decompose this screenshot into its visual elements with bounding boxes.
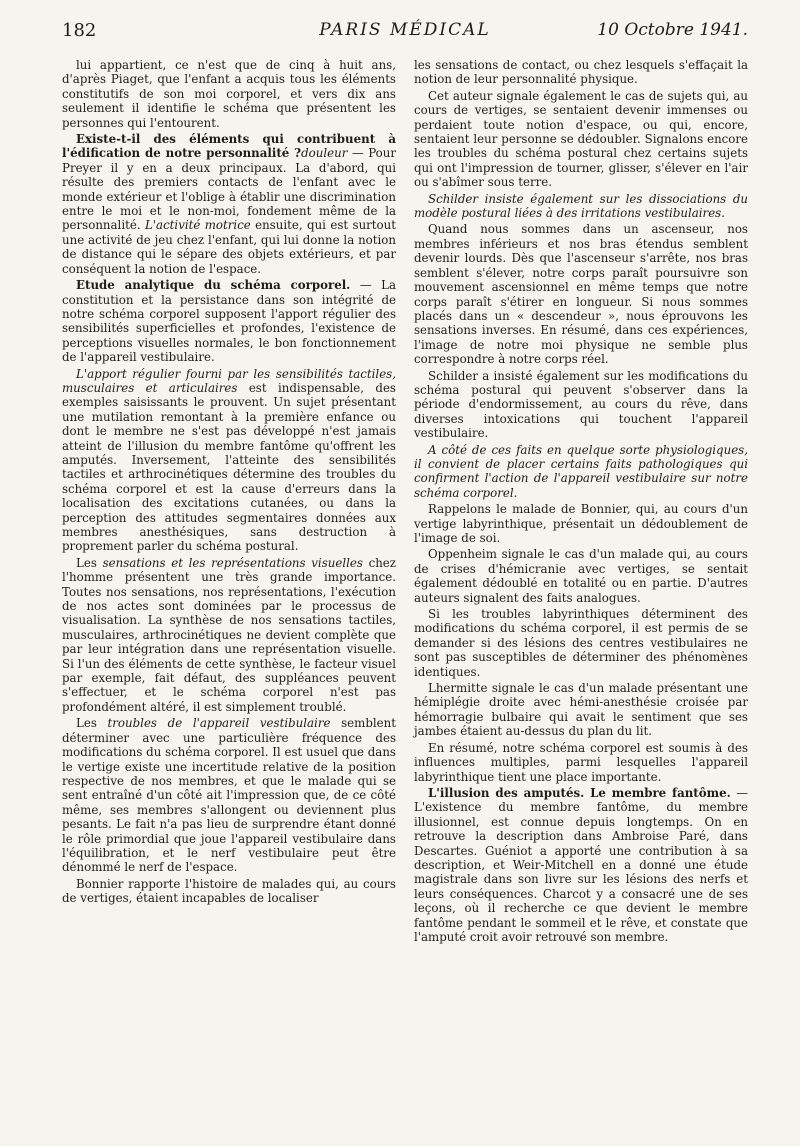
paragraph bbox=[414, 222, 748, 366]
right-column bbox=[414, 58, 748, 1136]
emphasis: troubles de l'appareil vestibulaire bbox=[107, 716, 331, 731]
paragraph-text: Les bbox=[76, 555, 103, 570]
section-heading: Etude analytique du schéma corporel. bbox=[76, 278, 351, 293]
paragraph-text: — Pour Preyer il y en a deux principaux. La bbox=[62, 146, 396, 175]
paragraph-text: est indispensable, des exemples saisissants le prouvent. Un sujet présentant une mutilation remontant à la première enfance ou dont le membre ne s'est pas développé n'est jamais atteint de l'illusion du membre fantôme qu'offrent les amputés. Inversement, l'atteinte des sensibilités tactiles et arthrocinétiques détermine des troubles du schéma corporel et est la cause d'erreurs dans la localisation des excitations cutanées, ou dans la perception des attitudes segmentaires données aux membres anesthésiques, sans destruction à proprement parler du schéma postural. bbox=[62, 380, 396, 554]
journal-title: PARIS MÉDICAL bbox=[319, 20, 491, 40]
paragraph-text: A côté de ces faits en quelque sorte physiologiques, il convient de placer certains faits pathologiques qui confirment l'action de l'appareil vestibulaire sur notre schéma corporel. bbox=[414, 442, 748, 500]
paragraph-text: Cet auteur signale également le cas de sujets qui, au cours de vertiges, se sentaient devenir immenses ou perdaient toute notion d'espace, ou qui, encore, sentaient leur personne se dédoubler. Signalons encore les troubles du schéma postural chez certains sujets qui ont l'impression de tourner, glisser, s'élever en l'air ou s'abîmer sous terre. bbox=[414, 88, 748, 190]
paragraph-text: En résumé, notre schéma corporel est soumis à des influences multiples, parmi lesquelles l'appareil labyrinthique tient une place importante. bbox=[414, 740, 748, 784]
emphasis: douleur bbox=[301, 146, 348, 161]
paragraph-text: Schilder a insisté également sur les modifications du schéma postural qui peuvent s'observer dans la période d'endormissement, au cours du rêve, dans diverses intoxications qui touchent l'appareil vestibulaire. bbox=[414, 368, 748, 441]
paragraph bbox=[414, 607, 748, 679]
paragraph-text: lui appartient, ce n'est que de cinq à huit ans, d'après Piaget, que l'enfant a acquis tous les éléments constitutifs de son moi corporel, et vers dix ans seulement il identifie le schéma que présentent les personnes qui l'entourent. bbox=[62, 58, 396, 130]
page-header bbox=[62, 18, 748, 48]
paragraph bbox=[62, 877, 396, 906]
paragraph-text: — L'existence du membre fantôme, du membre illusionnel, est connue depuis longtemps. On en retrouve la description dans Ambroise Paré, dans Descartes. Guéniot a apporté une contribution à sa description, et Weir-Mitchell en a donné une étude magistrale dans son livre sur les lésions des nerfs et leurs conséquences. Charcot y a consacré une de ses leçons, où il recherche ce que devient le membre fantôme pendant le sommeil et le rêve, et constate que l'amputé croit avoir retrouvé son membre. bbox=[414, 785, 749, 944]
section-heading: L'illusion des amputés. Le membre fantôme. bbox=[428, 785, 731, 800]
paragraph bbox=[62, 556, 396, 714]
issue-date: 10 Octobre 1941. bbox=[597, 20, 748, 40]
left-column bbox=[62, 58, 396, 1136]
paragraph bbox=[414, 741, 748, 784]
paragraph-text: Les bbox=[76, 716, 108, 731]
paragraph bbox=[62, 58, 396, 130]
paragraph-text: ensuite, qui est surtout une activité de jeu chez l'enfant, qui lui donne la notion de distance qui le sépare des objets extérieurs, et par conséquent la notion de l'espace. bbox=[62, 218, 396, 276]
article-body bbox=[62, 58, 748, 1136]
paragraph-text: Bonnier rapporte l'histoire de malades qui, au cours de vertiges, étaient incapables de localiser bbox=[62, 876, 396, 906]
paragraph bbox=[62, 716, 396, 874]
paragraph-text: Si les troubles labyrinthiques déterminent des modifications du schéma corporel, il est permis de se demander si des lésions des centres vestibulaires ne sont pas susceptibles de déterminer des phénomènes identiques. bbox=[414, 607, 748, 679]
paragraph bbox=[62, 132, 396, 276]
paragraph-text: Oppenheim signale le cas d'un malade qui, au cours de crises d'hémicranie avec vertiges, se sentait également dédoublé en totalité ou en partie. D'autres auteurs signalent des faits analogues. bbox=[414, 547, 748, 605]
paragraph bbox=[414, 502, 748, 545]
paragraph-text: Lhermitte signale le cas d'un malade présentant une hémiplégie droite avec hémi-anesthésie croisée par hémorragie bulbaire qui avait le sentiment que ses jambes étaient au-dessus du plan du lit. bbox=[414, 681, 748, 739]
paragraph-text: les sensations de contact, ou chez lesquels s'effaçait la notion de leur personnalité physique. bbox=[414, 58, 748, 87]
paragraph bbox=[414, 192, 748, 221]
paragraph-text: d'abord, qui résulte des premiers contacts de l'enfant avec le monde extérieur et l'oblige à établir une discrimination entre le moi et le non-moi, fondement même de la personnalité. bbox=[62, 160, 396, 233]
paragraph bbox=[414, 369, 748, 441]
paragraph bbox=[414, 786, 748, 944]
paragraph-text: Schilder insiste également sur les dissociations du modèle postural liées à des irritations vestibulaires. bbox=[414, 191, 748, 221]
paragraph bbox=[414, 681, 748, 739]
paragraph-text: Quand nous sommes dans un ascenseur, nos membres inférieurs et nos bras étendus semblent devenir lourds. Dès que l'ascenseur s'arrête, nos bras semblent s'élever, notre corps paraît poursuivre son mouvement ascensionnel en même temps que notre corps paraît s'étirer en longueur. Si nous sommes placés dans un « descendeur », nous éprouvons les sensations inverses. En résumé, dans ces expériences, l'image de notre moi physique ne semble plus correspondre à notre corps réel. bbox=[414, 222, 748, 367]
paragraph bbox=[414, 443, 748, 501]
emphasis: sensations et les représentations visuelles bbox=[102, 555, 363, 570]
paragraph-text: chez l'homme présentent une très grande importance. Toutes nos sensations, nos représentations, l'exécution de nos actes sont dominées par le processus de visualisation. La synthèse de nos sensations tactiles, musculaires, arthrocinétiques ne devient complète que par leur intégration dans une représentation visuelle. Si l'un des éléments de cette synthèse, le facteur visuel par exemple, fait défaut, des suppléances peuvent s'effectuer, et le schéma corporel n'est pas profondément altéré, il est simplement troublé. bbox=[62, 555, 397, 714]
paragraph-text: — La constitution et la persistance dans son intégrité de notre schéma corporel supposent l'apport régulier des sensibilités superficielles et profondes, l'existence de perceptions visuelles normales, le bon fonctionnement de l'appareil vestibulaire. bbox=[62, 278, 396, 365]
paragraph bbox=[414, 547, 748, 605]
paragraph-text: semblent déterminer avec une particulière fréquence des modifications du schéma corporel. Il est usuel que dans le vertige existe une incertitude relative de la position respective de nos membres, et que le malade qui se sent entraîné d'un côté ait l'impression que, de ce côté même, ses membres s'allongent ou deviennent plus pesants. Le fait n'a pas lieu de surprendre étant donné le rôle primordial que joue l'appareil vestibulaire dans l'équilibration, et le nerf vestibulaire peut être dénommé le nerf de l'espace. bbox=[62, 716, 396, 875]
emphasis: L'activité motrice bbox=[144, 218, 251, 233]
paragraph bbox=[414, 89, 748, 190]
paragraph bbox=[62, 278, 396, 364]
section-heading: Existe-t-il des éléments qui contribuent à l'édification de notre personnalité ? bbox=[62, 132, 396, 161]
paragraph bbox=[414, 58, 748, 87]
paragraph-text: Rappelons le malade de Bonnier, qui, au cours d'un vertige labyrinthique, présentait un dédoublement de l'image de soi. bbox=[414, 502, 748, 545]
paragraph bbox=[62, 367, 396, 554]
page-number: 182 bbox=[62, 20, 97, 41]
emphasis: L'apport régulier fourni par les sensibilités tactiles, musculaires et articulaires bbox=[62, 366, 396, 395]
